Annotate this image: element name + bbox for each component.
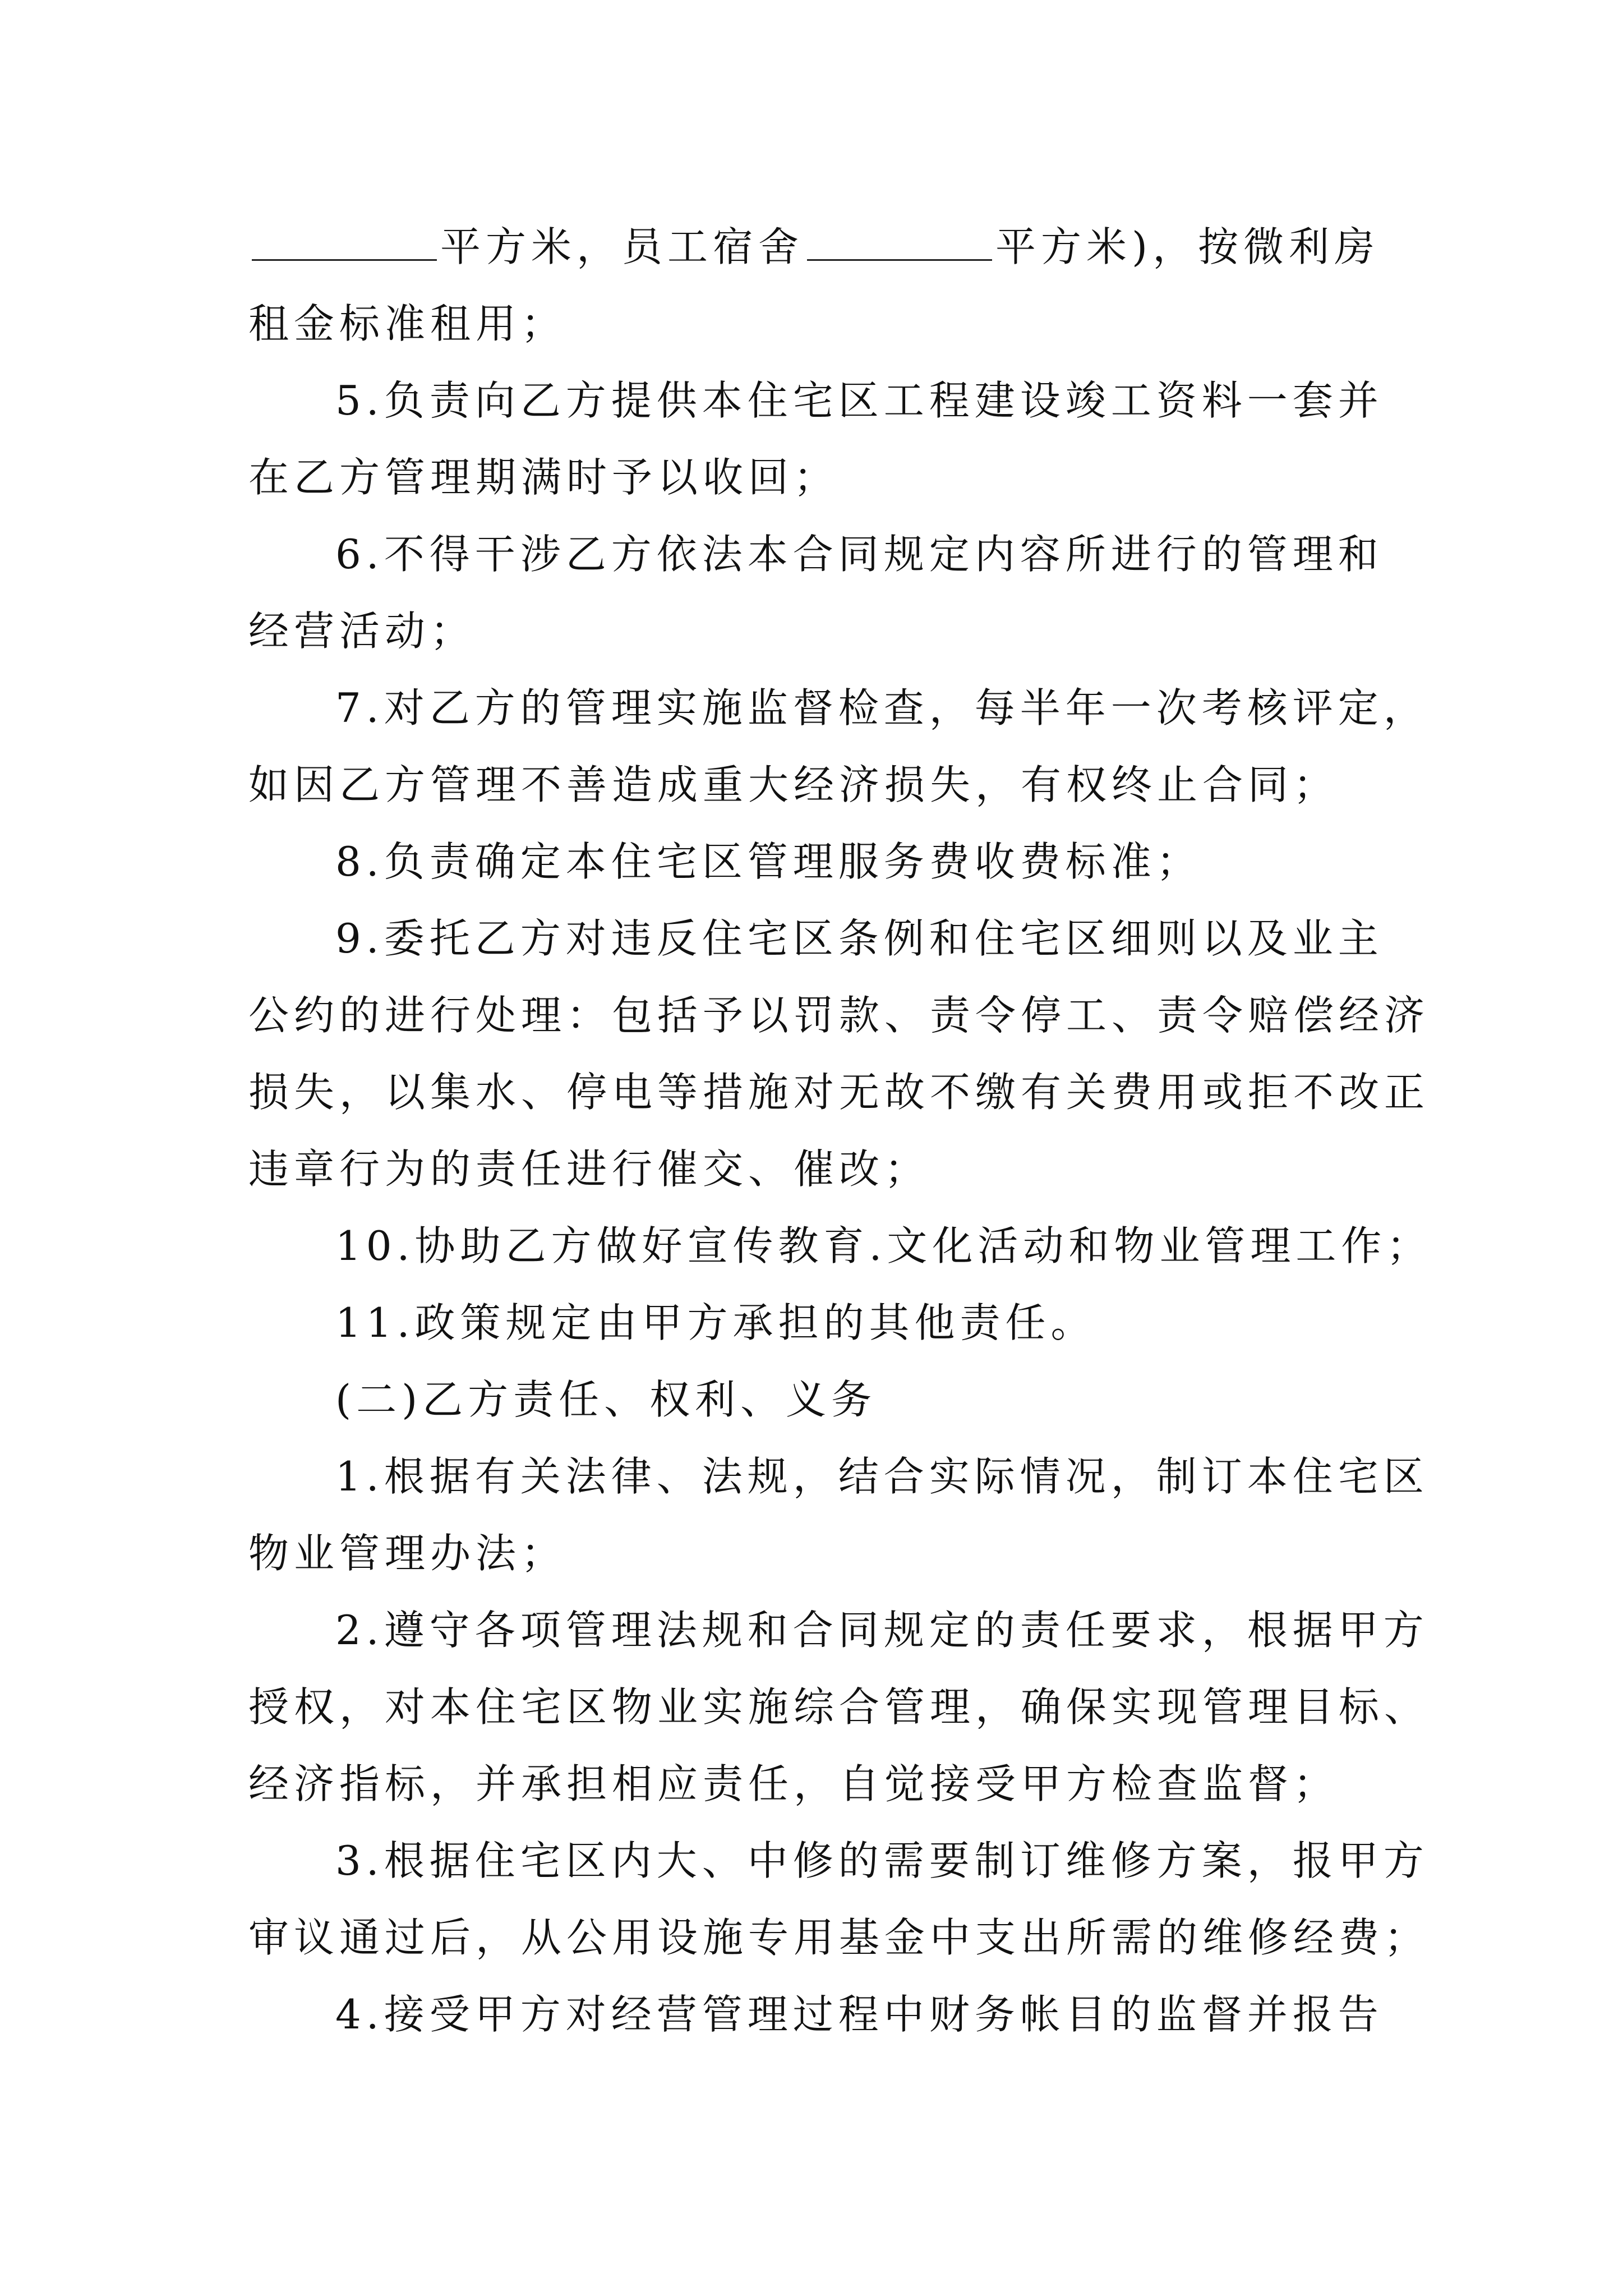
text-line: 违章行为的责任进行催交、催改； <box>248 1145 930 1193</box>
section-heading: (二)乙方责任、权利、义务 <box>335 1376 877 1423</box>
text-line: 如因乙方管理不善造成重大经济损失，有权终止合同； <box>248 761 1339 808</box>
text-line: 租金标准租用； <box>248 300 567 347</box>
text-line: 审议通过后，从公用设施专用基金中支出所需的维修经费； <box>248 1914 1430 1961</box>
text-line: 在乙方管理期满时予以收回； <box>248 454 840 501</box>
clause-item: 5.负责向乙方提供本住宅区工程建设竣工资料一套并 <box>335 377 1384 424</box>
text-line: 经营活动； <box>248 608 476 655</box>
blank-field <box>252 220 437 261</box>
text-line: 授权，对本住宅区物业实施综合管理，确保实现管理目标、 <box>248 1683 1430 1731</box>
blank-field <box>807 220 992 261</box>
line-text: 平方米，员工宿舍 <box>440 223 804 270</box>
clause-item: 3.根据住宅区内大、中修的需要制订维修方案，报甲方 <box>335 1837 1429 1884</box>
line-text: 平方米)，按微利房 <box>995 223 1380 270</box>
text-line: 公约的进行处理：包括予以罚款、责令停工、责令赔偿经济 <box>248 992 1430 1039</box>
text-line <box>248 209 1378 286</box>
clause-item: 2.遵守各项管理法规和合同规定的责任要求，根据甲方 <box>335 1607 1429 1654</box>
text-line: 经济指标，并承担相应责任，自觉接受甲方检查监督； <box>248 1760 1339 1807</box>
clause-item: 8.负责确定本住宅区管理服务费收费标准； <box>335 838 1202 885</box>
clause-item: 4.接受甲方对经营管理过程中财务帐目的监督并报告 <box>335 1991 1384 2038</box>
text-line: 物业管理办法； <box>248 1530 567 1577</box>
clause-item: 10.协助乙方做好宣传教育.文化活动和物业管理工作； <box>335 1222 1432 1269</box>
clause-item: 11.政策规定由甲方承担的其他责任。 <box>335 1299 1096 1346</box>
clause-item: 9.委托乙方对违反住宅区条例和住宅区细则以及业主 <box>335 915 1384 962</box>
clause-item: 6.不得干涉乙方依法本合同规定内容所进行的管理和 <box>335 531 1384 578</box>
document-body <box>248 209 1432 2053</box>
clause-item: 1.根据有关法律、法规，结合实际情况，制订本住宅区 <box>335 1453 1429 1500</box>
text-line: 损失，以集水、停电等措施对无故不缴有关费用或拒不改正 <box>248 1069 1430 1116</box>
clause-item: 7.对乙方的管理实施监督检查，每半年一次考核评定， <box>335 684 1429 731</box>
